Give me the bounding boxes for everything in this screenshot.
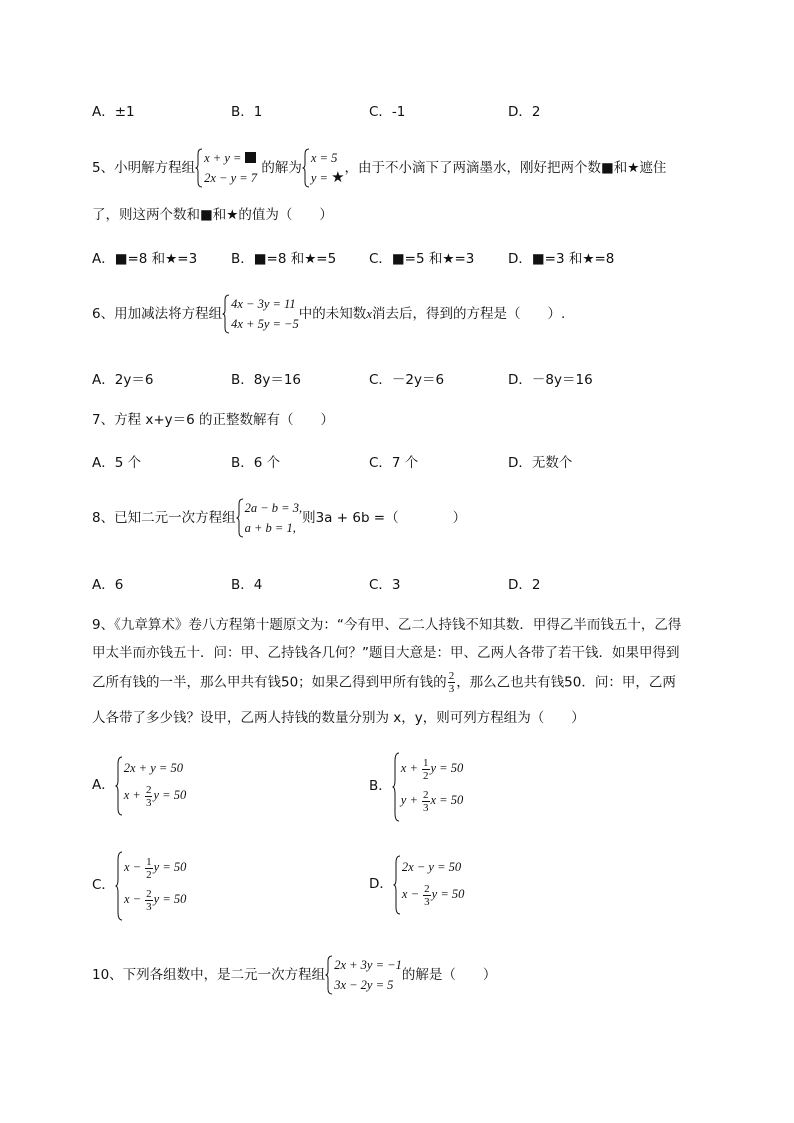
brace-icon — [195, 148, 203, 188]
q9-option-d — [369, 855, 464, 909]
q10-question — [92, 955, 496, 995]
q7-option-d: D．无数个 — [508, 455, 573, 471]
brace-icon — [115, 851, 123, 921]
q9-line4: 人各带了多少钱？设甲，乙两人持钱的数量分别为 x，y，则可列方程组为（ ） — [92, 710, 585, 726]
q6-system-equations — [222, 294, 299, 334]
q6-eq2: 4x + 5y = −5 — [231, 317, 299, 331]
q6-option-d: D．－8y＝16 — [508, 372, 593, 388]
q7-question: 7、方程 x+y＝6 的正整数解有（ ） — [92, 412, 335, 428]
q5-option-d: D．■=3 和★=8 — [508, 251, 615, 267]
brace-icon — [392, 752, 400, 822]
option-label: A． — [92, 777, 115, 793]
q9-line3b: ，那么乙也共有钱50．问：甲，乙两 — [456, 674, 676, 691]
q6-post2: 消去后，得到的方程是（ ）. — [372, 306, 566, 322]
q8-eq2: a + b = 1, — [244, 521, 296, 535]
q10-prefix: 10、下列各组数中，是二元一次方程组 — [92, 967, 326, 983]
option-label: C． — [92, 877, 115, 893]
q10-eq2: 3x − 2y = 5 — [334, 978, 394, 992]
q8-option-d: D．2 — [508, 577, 541, 593]
brace-icon — [236, 498, 244, 538]
q5-sol1: x = 5 — [310, 151, 338, 165]
q6-option-c: C．－2y＝6 — [369, 372, 445, 388]
q5-option-a: A．■=8 和★=3 — [92, 251, 198, 267]
brace-icon — [393, 855, 401, 915]
q10-post: 的解是（ ） — [401, 967, 497, 983]
q4-option-d: D．2 — [508, 104, 541, 120]
q5-line2: 了，则这两个数和■和★的值为（ ） — [92, 207, 333, 223]
q6-question — [92, 294, 565, 334]
q6-variable: x — [366, 306, 373, 321]
q8-eq1: 2a − b = 3, — [244, 501, 303, 515]
fraction-numerator: 2 — [448, 670, 455, 682]
q5-post: ，由于不小滴下了两滴墨水，刚好把两个数■和★遮住 — [344, 160, 667, 176]
q5-option-c: C．■=5 和★=3 — [369, 251, 475, 267]
q4-option-a: A．±1 — [92, 104, 135, 120]
q5-mid: 的解为 — [261, 160, 302, 176]
q7-option-a: A．5 个 — [92, 455, 142, 471]
q9-option-d-system: 2x − y = 50 x − $\frac{2}{3}$ y = 50 — [393, 855, 464, 909]
q9-option-b — [369, 752, 463, 816]
square-icon — [245, 152, 256, 163]
q5-option-b: B．■=8 和★=5 — [231, 251, 337, 267]
q9-option-a — [92, 756, 186, 810]
q8-option-c: C．3 — [369, 577, 401, 593]
q4-option-b: B．1 — [231, 104, 263, 120]
q8-system-equations — [236, 498, 303, 538]
q6-prefix: 6、用加减法将方程组 — [92, 306, 223, 322]
brace-icon — [302, 148, 310, 188]
q9-fraction — [448, 670, 456, 695]
q8-question — [92, 498, 466, 538]
q8-post: 则3a + 6b =（ ） — [302, 510, 467, 526]
brace-icon — [222, 294, 230, 334]
q9-option-a-system: 2x + y = 50 x + $\frac{2}{3}$ y = 50 — [115, 756, 186, 810]
q6-post1: 中的未知数 — [298, 306, 367, 322]
q7-option-b: B．6 个 — [231, 455, 281, 471]
q9-line3 — [92, 670, 676, 695]
option-label: D． — [369, 876, 393, 892]
q5-eq2: 2x − y = 7 — [204, 171, 258, 185]
q10-eq1: 2x + 3y = −1 — [334, 958, 402, 972]
q9-line2: 甲太半而亦钱五十．问：甲、乙持钱各几何？”题目大意是：甲、乙两人各带了若干钱．如果甲得到 — [92, 645, 680, 661]
brace-icon — [325, 955, 333, 995]
q9-option-c — [92, 851, 186, 915]
q6-eq1: 4x − 3y = 11 — [231, 297, 296, 311]
q8-prefix: 8、已知二元一次方程组 — [92, 510, 236, 526]
q8-option-a: A．6 — [92, 577, 124, 593]
option-label: B． — [369, 778, 392, 794]
q5-question — [92, 148, 666, 188]
star-icon: ★ — [331, 170, 345, 186]
q9-line1: 9、《九章算术》卷八方程第十题原文为：“今有甲、乙二人持钱不知其数．甲得乙半而钱五十，乙得 — [92, 617, 682, 633]
q5-solution-system — [302, 148, 345, 188]
q9-option-b-system: x + $\frac{1}{2}$ y = 50 y + $\frac{2}{3}$ x = 50 — [392, 752, 463, 816]
q5-prefix: 5、小明解方程组 — [92, 160, 196, 176]
q5-eq1: x + y = — [204, 151, 242, 165]
q6-option-b: B．8y＝16 — [231, 372, 302, 388]
q10-system-equations — [325, 955, 402, 995]
q9-line3a: 乙所有钱的一半，那么甲共有钱50；如果乙得到甲所有钱的 — [92, 674, 447, 691]
q7-option-c: C．7 个 — [369, 455, 419, 471]
q4-option-c: C．-1 — [369, 104, 406, 120]
q5-system-equations — [195, 148, 257, 188]
brace-icon — [115, 756, 123, 816]
q8-option-b: B．4 — [231, 577, 263, 593]
q9-option-c-system: x − $\frac{1}{2}$ y = 50 x − $\frac{2}{3}$ y = 50 — [115, 851, 186, 915]
q5-sol2: y = — [310, 171, 328, 185]
fraction-denominator: 3 — [448, 683, 455, 695]
q6-option-a: A．2y＝6 — [92, 372, 154, 388]
